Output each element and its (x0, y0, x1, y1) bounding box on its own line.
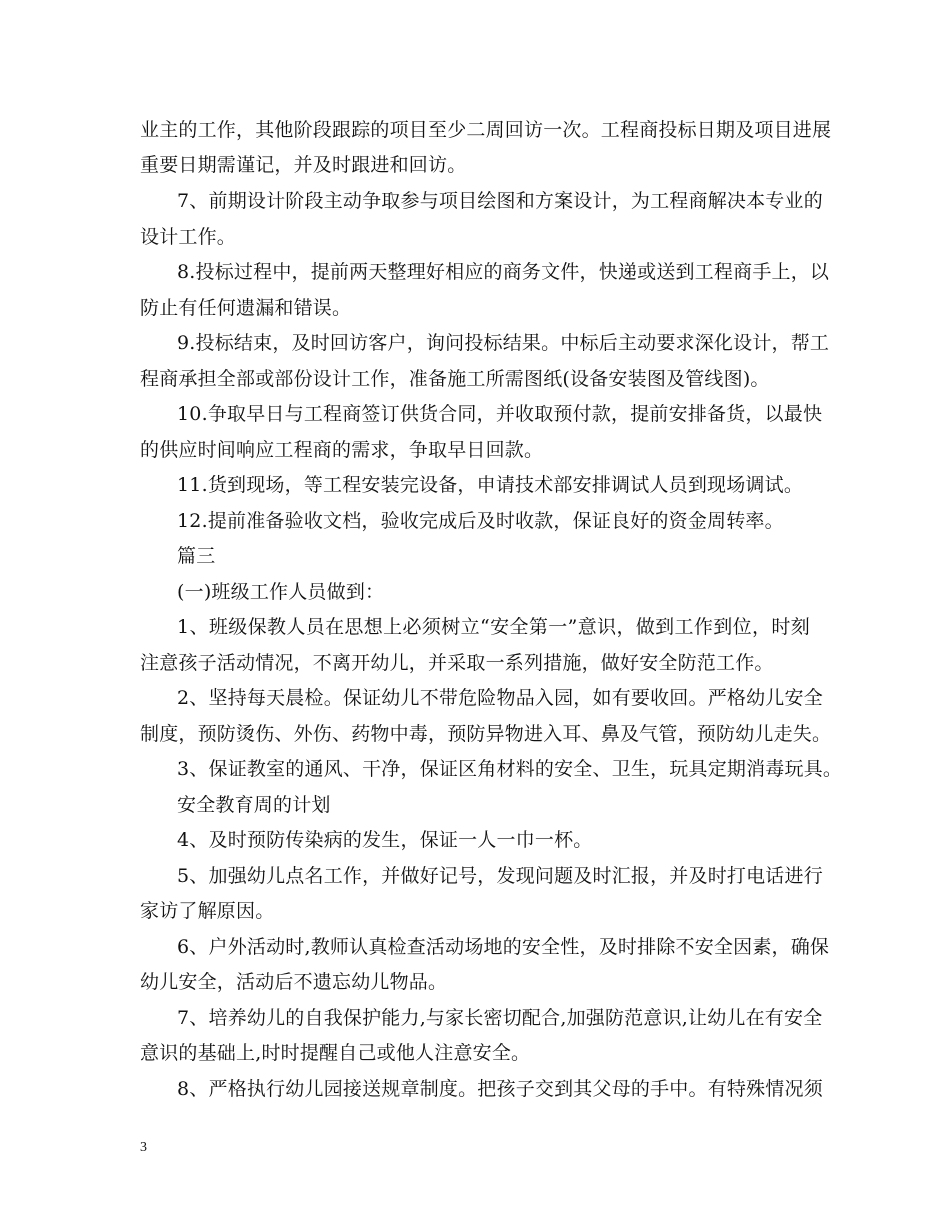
text-line: 8.投标过程中，提前两天整理好相应的商务文件，快递或送到工程商手上，以 (177, 261, 830, 283)
text-line: 12.提前准备验收文档，验收完成后及时收款，保证良好的资金周转率。 (177, 510, 784, 532)
text-line: 4、及时预防传染病的发生，保证一人一巾一杯。 (177, 829, 593, 851)
text-line: 重要日期需谨记，并及时跟进和回访。 (140, 154, 467, 176)
text-line: 1、班级保教人员在思想上必须树立“安全第一”意识，做到工作到位，时刻 (177, 616, 810, 638)
text-line: 家访了解原因。 (140, 900, 275, 922)
text-line: 6、户外活动时,教师认真检查活动场地的安全性，及时排除不安全因素，确保 (177, 936, 830, 958)
text-line: 11.货到现场，等工程安装完设备，申请技术部安排调试人员到现场调试。 (177, 474, 804, 496)
text-line: 5、加强幼儿点名工作，并做好记号，发现问题及时汇报，并及时打电话进行 (177, 865, 823, 887)
text-line: 幼儿安全，活动后不遗忘幼儿物品。 (140, 971, 448, 993)
text-line: 制度，预防烫伤、外伤、药物中毒，预防异物进入耳、鼻及气管，预防幼儿走失。 (140, 723, 832, 745)
text-line: 9.投标结束，及时回访客户，询问投标结果。中标后主动要求深化设计，帮工 (177, 332, 830, 354)
text-line: 10.争取早日与工程商签订供货合同，并收取预付款，提前安排备货，以最快 (177, 403, 823, 425)
text-line: 8、严格执行幼儿园接送规章制度。把孩子交到其父母的手中。有特殊情况须 (177, 1078, 823, 1100)
text-line: 意识的基础上,时时提醒自己或他人注意安全。 (140, 1042, 531, 1064)
text-line: 7、培养幼儿的自我保护能力,与家长密切配合,加强防范意识,让幼儿在有安全 (177, 1007, 823, 1029)
page-number: 3 (140, 1140, 147, 1155)
text-line: 7、前期设计阶段主动争取参与项目绘图和方案设计，为工程商解决本专业的 (177, 190, 823, 212)
text-line: 2、坚持每天晨检。保证幼儿不带危险物品入园，如有要收回。严格幼儿安全 (177, 687, 823, 709)
text-line: 安全教育周的计划 (177, 794, 331, 816)
text-line: 业主的工作，其他阶段跟踪的项目至少二周回访一次。工程商投标日期及项目进展 (140, 119, 832, 141)
section-heading: 篇三 (177, 545, 216, 567)
text-line: (一)班级工作人员做到： (177, 581, 385, 603)
text-line: 3、保证教室的通风、干净，保证区角材料的安全、卫生，玩具定期消毒玩具。 (177, 758, 843, 780)
text-line: 程商承担全部或部份设计工作，准备施工所需图纸(设备安装图及管线图)。 (140, 368, 770, 390)
text-line: 防止有任何遗漏和错误。 (140, 297, 352, 319)
text-line: 注意孩子活动情况，不离开幼儿，并采取一系列措施，做好安全防范工作。 (140, 652, 774, 674)
text-line: 设计工作。 (140, 226, 237, 248)
text-line: 的供应时间响应工程商的需求，争取早日回款。 (140, 439, 544, 461)
